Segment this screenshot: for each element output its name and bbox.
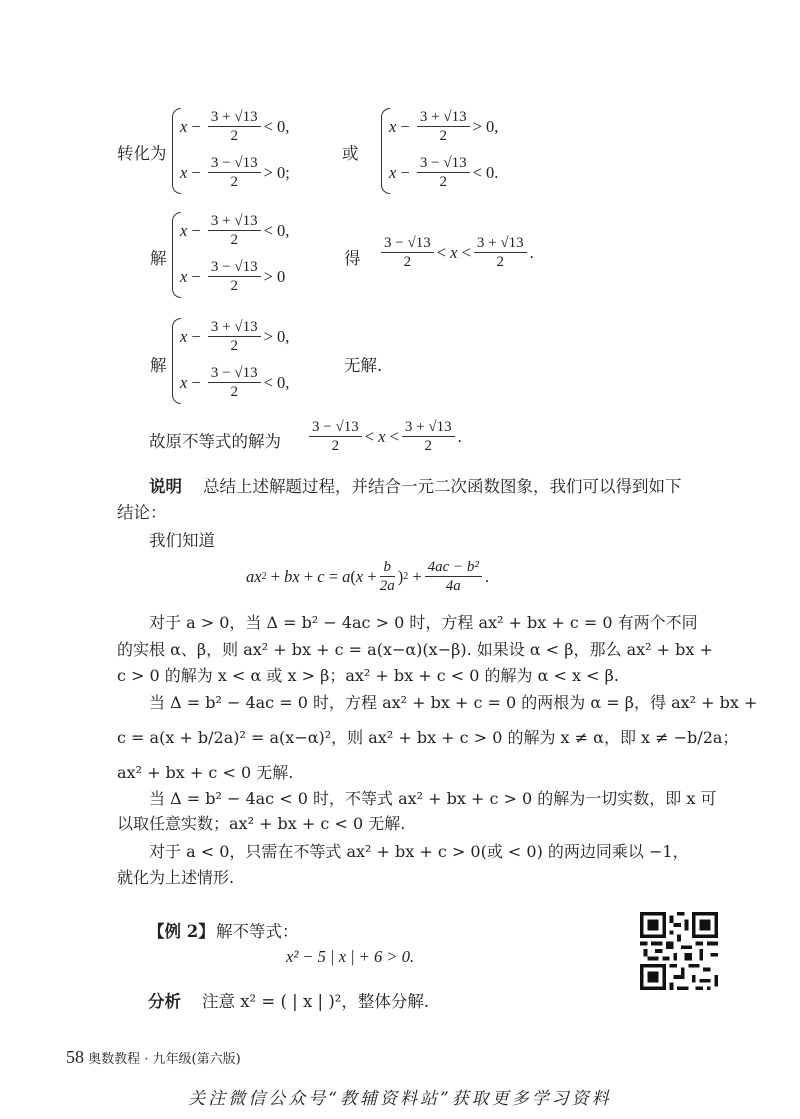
paragraph-line: c = a(x + b/2a)² = a(x−α)²，则 ax² + bx + c > 0 的解为 x ≠ α，即 x ≠ −b/2a； [117,728,739,747]
paragraph-line: 对于 a > 0，当 Δ = b² − 4ac > 0 时，方程 ax² + bx + c = 0 有两个不同 [149,613,698,632]
note-text: 总结上述解题过程，并结合一元二次函数图象，我们可以得到如下 [203,477,682,496]
conclusion-result: $\frac{3 - √13}{2}$ < x < $\frac{3 + √13}{2}$ . [306,418,462,455]
note-text: 结论： [117,503,167,522]
paragraph-line: 就化为上述情形. [117,868,235,887]
conclusion-label: 故原不等式的解为 [149,432,281,451]
page-number: 58 [66,1047,84,1067]
get-label: 得 [344,249,361,268]
promo-note: 关注微信公众号“教辅资料站”获取更多学习资料 [188,1089,612,1109]
no-solution-label: 无解. [344,356,383,375]
solve-label: 解 [150,356,167,375]
analysis-text: 注意 x² = ( | x | )²，整体分解. [202,992,430,1011]
paragraph-line: 当 Δ = b² − 4ac < 0 时，不等式 ax² + bx + c > 0 的解为一切实数，即 x 可 [149,789,717,808]
sys2-ineq-a: x − $\frac{3 + √13}{2}$ > 0, [389,109,499,144]
paragraph-line: 对于 a < 0，只需在不等式 ax² + bx + c > 0(或 < 0) 的两边同乘以 −1， [149,842,689,861]
book-title: 奥数教程 · 九年级(第六版) [88,1052,241,1067]
we-know: 我们知道 [149,531,215,550]
identity-formula: ax 2 + bx + c = a ( x + $\frac{b}{2a}$ ) 2 + $\frac{\text{4ac − b²}}{4a}$ . [246,559,490,594]
sys2-ineq-b: x − $\frac{3 - √13}{2}$ < 0. [389,155,499,190]
solve1-result: $\frac{3 - √13}{2}$ < x < $\frac{3 + √13}{2}$ . [378,234,534,271]
or-label: 或 [342,144,359,163]
paragraph-line: c > 0 的解为 x < α 或 x > β；ax² + bx + c < 0 的解为 α < x < β. [117,666,619,685]
paragraph-line: 当 Δ = b² − 4ac = 0 时，方程 ax² + bx + c = 0 的两根为 α = β，得 ax² + bx + [149,693,758,712]
convert-label: 转化为 [117,144,167,163]
page-footer [66,1047,241,1068]
note-title: 说明 [149,477,182,496]
qr-code-image[interactable] [640,912,718,990]
sys1-ineq-b: x − $\frac{3 - √13}{2}$ > 0; [180,155,290,190]
solve1-ineq-b: x − $\frac{3 - √13}{2}$ > 0 [180,259,286,294]
sys1-ineq-a: x − $\frac{3 + √13}{2}$ < 0, [180,109,290,144]
paragraph-line: 的实根 α、β，则 ax² + bx + c = a(x−α)(x−β). 如果设 α < β，那么 ax² + bx + [117,640,713,659]
example-text: 解不等式： [216,922,299,941]
solve2-ineq-a: x − $\frac{3 + √13}{2}$ > 0, [180,319,290,354]
paragraph-line: 以取任意实数；ax² + bx + c < 0 无解. [117,814,406,833]
example-label: 【例 2】 [148,922,215,941]
solve-label: 解 [150,249,167,268]
solve2-ineq-b: x − $\frac{3 - √13}{2}$ < 0, [180,365,290,400]
analysis-label: 分析 [148,992,181,1011]
solve1-ineq-a: x − $\frac{3 + √13}{2}$ < 0, [180,213,290,248]
example-equation: x² − 5 | x | + 6 > 0. [286,947,415,966]
paragraph-line: ax² + bx + c < 0 无解. [117,763,294,782]
